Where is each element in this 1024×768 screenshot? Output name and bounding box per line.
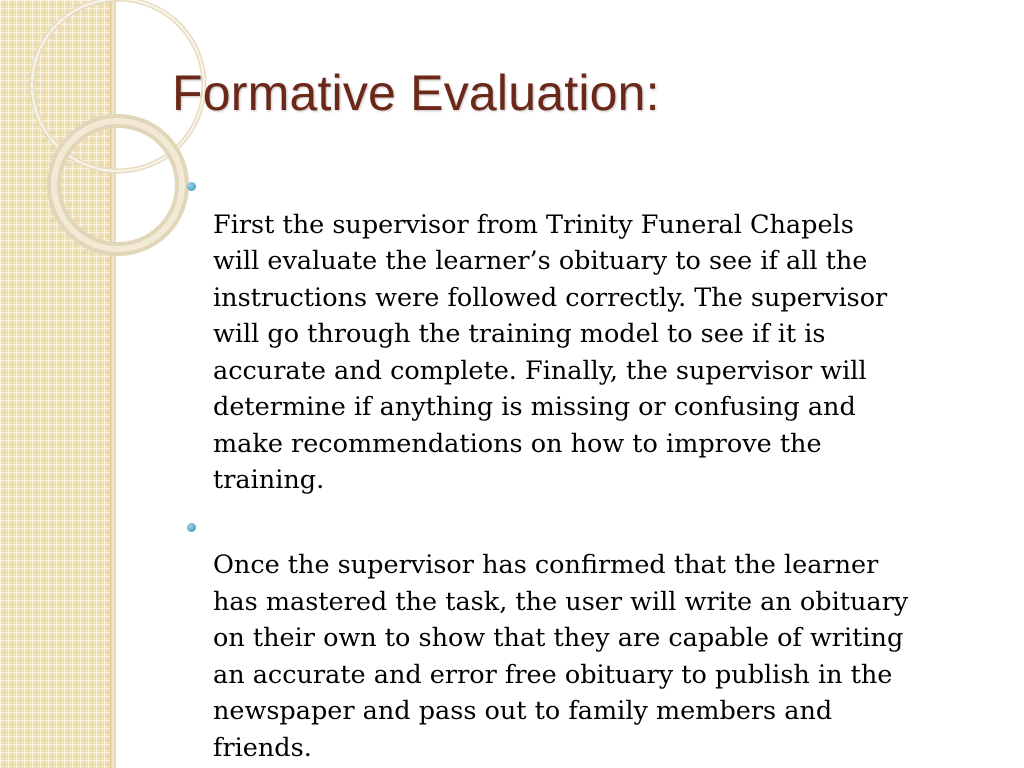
bullet-list — [186, 170, 996, 768]
bullet-dot-icon — [187, 523, 196, 532]
slide-title: Formative Evaluation: — [172, 65, 660, 121]
bullet-item — [186, 511, 996, 767]
bullet-item — [186, 170, 996, 499]
bullet-text: First the supervisor from Trinity Funeral Chapels will evaluate the learner’s obituary to see if all the instructions were followed correctly. The supervisor will go through the training model to see if it is accurate and complete. Finally, the supervisor will determine if anything is missing or confusing and make recommendations on how to improve the training. — [213, 209, 888, 495]
decorative-rings — [0, 0, 130, 260]
bullet-text: Once the supervisor has confirmed that the learner has mastered the task, the user will write an obituary on their own to show that they are capable of writing an accurate and error free obituary to publish in the newspaper and pass out to family members and friends. — [213, 550, 909, 763]
bullet-dot-icon — [187, 182, 196, 191]
